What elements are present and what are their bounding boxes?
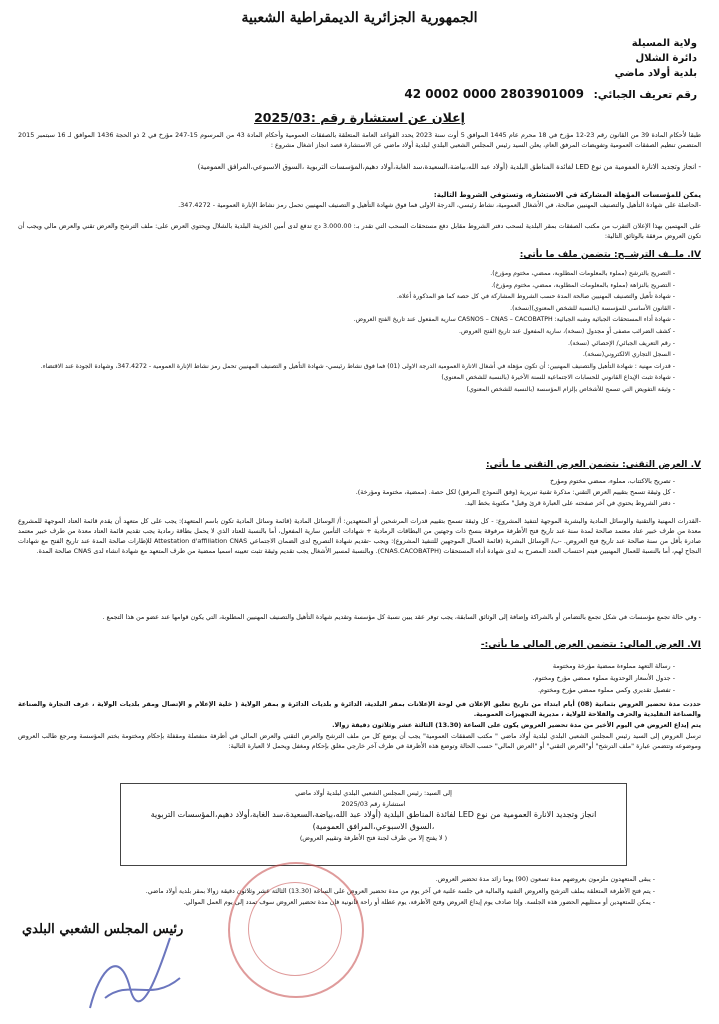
wilaya-line: ولاية المسيلة	[631, 38, 697, 49]
envelope-project-line-2: ،السوق الاسبوعي،المرافق العمومية)	[312, 822, 435, 831]
list-item: - شهادة أداء المستحقات الجبائية وشبه الجبائية: CASNOS – CNAS – CACOBATPH سارية المفعول عند تاريخ الفتح العروض.	[18, 314, 675, 326]
project-title: - انجاز وتجديد الانارة العمومية من نوع LED لفائدة المناطق البلدية (أولاد عبد الله،بياضة،السعيدة،سد الغابة،أولاد دهيم،المؤسسات التربوية ،السوق الاسبوعي،المرافق العمومية)	[197, 163, 701, 171]
signature-title: رئيس المجلس الشعبي البلدي	[22, 922, 184, 937]
preparation-duration: حددت مدة تحضير العروض بثمانية (08) أيام ابتداء من تاريخ تعليق الإعلان في لوحة الإعلانات بمقر البلدية، الدائرة و بلديات الدائرة و بمقر الولاية ( خلية الإعلام و الإتصال ومقر بلديات الولاية ، غرف التجارة والصناعة والصناعة التقليدية والحرف والفلاحة للولاية ، مديرية التجهيزات العمومية.	[18, 700, 701, 718]
list-item: - القانون الأساسي للمؤسسة (بالنسبة للشخص المعنوي)(نسخة).	[18, 303, 675, 315]
envelope-box	[120, 783, 627, 866]
list-item: - تصريح بالاكتتاب، مملوء، ممضي مختوم ومؤرخ	[18, 476, 675, 487]
daira-line: دائرة الشلال	[635, 53, 697, 64]
list-item: - شهادة تأهيل والتصنيف المهنيين صالحة المدة حسب الشروط المشاركة في كل حصة كما هو المذكورة أعلاه.	[18, 291, 675, 303]
list-item: - كشف الضرائب مصفى أو مجدول (نسخة)، سارية المفعول عند تاريخ الفتح العروض.	[18, 326, 675, 338]
list-item: - يبقى المتعهدون ملزمون بعروضهم مدة تسعون (90) يوما زائد مدة تحضير العروض.	[18, 874, 655, 886]
list-item: - السجل التجاري الالكتروني(نسخة).	[18, 349, 675, 361]
list-item: - وثيقة التفويض التي تسمح للأشخاص بإلزام المؤسسة (بالنسبة للشخص المعنوي)	[18, 384, 675, 396]
envelope-warning: ( لا يفتح إلا من طرف لجنة فتح الأظرفة وتقييم العروض)	[299, 834, 448, 842]
commune-line: بلدية أولاد ماضي	[614, 68, 697, 79]
list-item: - رسالة التعهد مملوءة ممضية مؤرخة ومختومة	[18, 660, 675, 672]
section6-list	[18, 660, 701, 696]
deposit-time: يتم إيداع العروض في اليوم الأخير من مدة تحضير العروض يكون على الساعة (13.30) الثالثة عشر وثلاثون دقيقة زوالا.	[332, 721, 701, 729]
envelope-project-line: انجاز وتجديد الانارة العمومية من نوع LED لفائدة المناطق البلدية (أولاد عبد الله،بياضة،السعيدة،سد الغابة،أولاد دهيم،المؤسسات التربوية	[150, 810, 597, 819]
intro-legal: طبقا لأحكام المادة 39 من القانون رقم 23-12 مؤرخ في 18 محرم عام 1445 الموافق 5 أوت سنة 2023 يحدد القواعد العامة المتعلقة بالصفقات العمومية وأحكام المادة 43 من المرسوم 15-247 مؤرخ في 2 ذو الحجة 1436 الموافق لـ 16 سبتمبر 2015 المتضمن تنظيم الصفقات العمومية وتفويضات المرفق العام، يعلن السيد رئيس المجلس الشعبي البلدي لبلدية أولاد ماضي عن الاستشارة قصد انجاز اشغال مشروع :	[18, 131, 701, 149]
envelope-addressee: إلى السيد: رئيس المجلس الشعبي البلدي لبلدية أولاد ماضي	[295, 789, 452, 797]
tax-id-line	[404, 87, 697, 101]
tax-id-label: رقم تعريف الجبائي:	[593, 89, 697, 101]
section5-grouping: - وفي حالة تجمع مؤسسات في شكل تجمع بالتضامن أو بالشراكة وإضافة إلى الوثائق السابقة، يجب توفر عقد يبين نسبة كل مؤسسة وتقديم شهادة التأهيل والتصنيف المهنيين المطلوبة، التي يكون قوامها عند عضو من هذا التجمع .	[102, 613, 701, 621]
notice-title: إعلان عن استشارة رقم :2025/03	[254, 110, 465, 125]
list-item: - قدرات مهنية : شهادة التأهيل والتصنيف المهنيين: أن تكون مؤهلة في أشغال الانارة العمومية الدرجة الاولى (01) فما فوق نشاط رئيسي- شهادة التأهيل و التصنيف المهنيين تحمل رمز نشاط الإنارة العمومية - 347.4272، وشهادة الجودة عند الاقتضاء.	[18, 361, 675, 373]
section5-list	[18, 476, 701, 509]
sending-instructions: ترسل العروض إلى السيد رئيس المجلس الشعبي البلدي لبلدية أولاد ماضي " مكتب الصفقات العمومية" يجب أن يوضع كل من ملف الترشح والعرض التقني والعرض المالي في أظرفة منفصلة ومقفلة بإحكام ومختومة بختم المؤسسة ومرجع طالب العروض وموضوعه وتتضمن عبارة "ملف الترشح" أو"العرض التقني" أو "العرض المالي" حسب الحالة وتوضع هذه الأظرفة في ظرف آخر خارجي مغلق بإحكام ومغفل ويحمل لا العبارة التالية:	[18, 732, 701, 750]
list-item: - تفصيل تقديري وكمي مملوء ممضي مؤرخ ومختوم.	[18, 684, 675, 696]
eligible-text: -الحاصلة على شهادة التأهيل والتصنيف المهنيين صالحة، في الأشغال العمومية، نشاط رئيسي، الدرجة الاولى فما فوق شهادة التأهيل و التصنيف المهنيين تحمل رمز نشاط الإنارة العمومية - 347.4272.	[178, 201, 701, 209]
tax-id-number: 42 0002 0000 2803901009	[404, 87, 584, 101]
section6-heading: VI. العرض المالي: يتضمن العرض المالي ما يأتي:-	[480, 640, 701, 650]
section5-heading: V. العرض التقني: يتضمن العرض التقني ما يأتي:	[485, 460, 701, 470]
list-item: - التصريح بالترشح (مملوء بالمعلومات المطلوبة، ممضي، مختوم ومؤرخ).	[18, 268, 675, 280]
list-item: - دفتر الشروط يحتوي في آخر صفحته على العبارة قرئ وقبل" مكتوبة بخط اليد.	[18, 498, 675, 509]
envelope-consultation-number: استشارة رقم 2025/03	[341, 799, 406, 808]
republic-title: الجمهورية الجزائرية الديمقراطية الشعبية	[241, 10, 478, 26]
official-stamp-inner	[248, 882, 342, 976]
section5-capacities: -القدرات المهنية والتقنية والوسائل المادية والبشرية الموجهة لتنفيذ المشروع: - كل وثيقة تسمح بتقييم قدرات المرشحين أو المتعهدين: أ/ الوسائل المادية (قائمة وسائل المادية تكون باسم المتعهد): يجب على كل متعهد أن يقدم قائمة العتاد الموجهة للمشروع معدة من طرف خبير عتاد معتمد صالحة لمدة سنة عند تاريخ فتح الأظرفة مرفوقة بنسخ ذات وجهتين من البطاقات الرمادية + شهادات التأمين سارية المفعول، أما بالنسبة للعتاد الذي لا يحمل بطاقة رمادية يجب تقديم قائمة العتاد معدة من طرف خبير معتمد صادرة بأقل من سنة صالحة عند تاريخ فتح العروض. -ب/ الوسائل البشرية (قائمة العمال الموجهين للتنفيذ المشروع): ويجب -تقديم شهادة التصريح لدى الضمان الاجتماعي Attestation d'affiliation CNAS للإطارات صالحة المدة عند تاريخ الفتح مع شهادات النجاح لهم، أما بالنسبة للعمال المهنيين فيتم احتساب العدد المصرح به لدى شهادة أداء المستحقات (CNAS.CACOBATPH). وبالنسبة لمسير الأشغال يجب تقديم وثيقة تثبت تعيينه اسميا ممضية من طرف المتعهد مع شهادة انشاء لدى CNAS صالحة المدة.	[18, 517, 702, 555]
list-item: - يمكن للمتعهدين أو ممثليهم الحضور هذه الجلسة. وإذا صادف يوم إيداع العروض وفتح الأظرفة، يوم عطلة أو راحة قانونية فإن مدة تحضير العروض سوف تمدد إلى يوم العمل الموالي.	[18, 897, 655, 909]
withdraw-text: على المهتمين بهذا الإعلان التقرب من مكتب الصفقات بمقر البلدية لسحب دفتر الشروط مقابل دفع مستحقات السحب التي تقدر بـ: 3.000.00 دج تدفع لدى أمين الخزينة البلدية بالشلال ويحتوي العرض على: ملف الترشح والعرض تقني والعرض مالي ويجب أن تكون العروض مرفقة بالوثائق التالية:	[18, 222, 701, 240]
eligible-heading: يمكن للمؤسسات المؤهلة المشاركة في الاستشارة، وتستوفي الشروط التالية:	[433, 191, 701, 199]
list-item: - جدول الأسعار الوحدوية مملوء ممضي مؤرخ ومختوم.	[18, 672, 675, 684]
list-item: - كل وثيقة تسمح بتقييم العرض التقني: مذكرة تقنية تبريرية (وفق النموذج المرفق) لكل حصة. (ممضية، مختومة ومؤرخة).	[18, 487, 675, 498]
list-item: - التصريح بالنزاهة (مملوء بالمعلومات المطلوبة، ممضي، مختوم ومؤرخ).	[18, 280, 675, 292]
section4-list	[18, 268, 701, 396]
list-item: - يتم فتح الأظرفة المتعلقة بملف الترشح والعروض التقنية والمالية في جلسة علنية في آخر يوم من مدة تحضير العروض على الساعة (13.30) الثالثة عشر وثلاثون دقيقة زوالا بمقر بلدية أولاد ماضي.	[18, 886, 655, 898]
handwritten-signature	[70, 928, 190, 1018]
list-item: - رقم التعريف الجبائي/ الإحصائي (نسخة).	[18, 338, 675, 350]
section4-heading: IV. ملــف الترشــح: يتضمن ملف ما يأتي:	[519, 250, 701, 260]
footer-list	[18, 874, 701, 909]
list-item: - شهادة تثبت الإيداع القانوني للحسابات الاجتماعية للسنة الأخيرة (بالنسبة للشخص المعنوي)	[18, 372, 675, 384]
